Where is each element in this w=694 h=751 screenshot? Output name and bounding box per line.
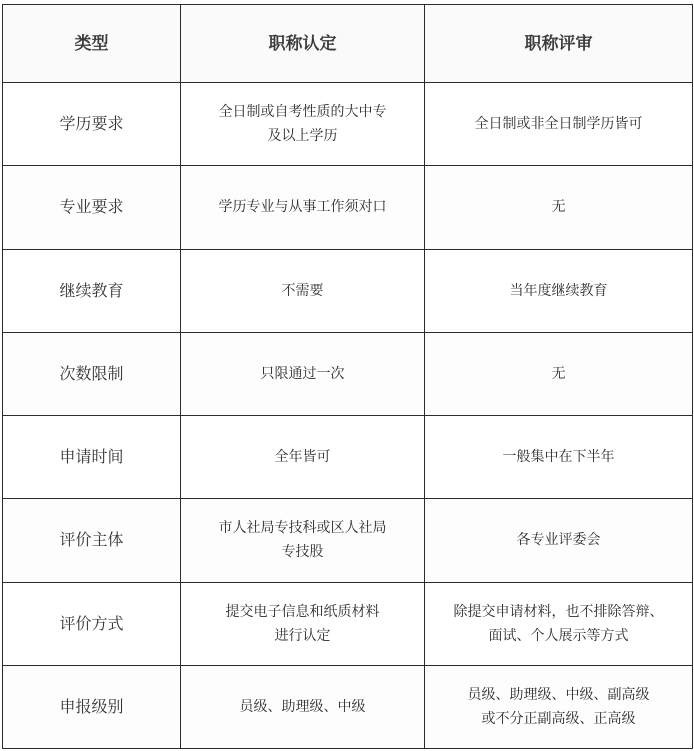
comparison-table-container (2, 4, 692, 749)
recognition-cell: 不需要 (181, 249, 425, 332)
row-label: 次数限制 (3, 332, 181, 415)
recognition-cell: 只限通过一次 (181, 332, 425, 415)
review-cell: 无 (425, 332, 693, 415)
review-cell: 各专业评委会 (425, 499, 693, 582)
recognition-cell: 提交电子信息和纸质材料 进行认定 (181, 582, 425, 665)
row-label: 继续教育 (3, 249, 181, 332)
review-cell: 员级、助理级、中级、副高级 或不分正副高级、正高级 (425, 665, 693, 748)
row-label: 评价主体 (3, 499, 181, 582)
recognition-cell: 学历专业与从事工作须对口 (181, 166, 425, 249)
recognition-cell: 全日制或自考性质的大中专 及以上学历 (181, 83, 425, 166)
header-title-recognition: 职称认定 (181, 5, 425, 83)
recognition-cell: 市人社局专技科或区人社局 专技股 (181, 499, 425, 582)
table-row (3, 332, 693, 415)
recognition-cell: 全年皆可 (181, 416, 425, 499)
table-row (3, 665, 693, 748)
row-label: 申报级别 (3, 665, 181, 748)
review-cell: 无 (425, 166, 693, 249)
review-cell: 全日制或非全日制学历皆可 (425, 83, 693, 166)
review-cell: 一般集中在下半年 (425, 416, 693, 499)
header-title-review: 职称评审 (425, 5, 693, 83)
table-row (3, 416, 693, 499)
review-cell: 当年度继续教育 (425, 249, 693, 332)
header-type: 类型 (3, 5, 181, 83)
table-row (3, 166, 693, 249)
table-row (3, 582, 693, 665)
recognition-cell: 员级、助理级、中级 (181, 665, 425, 748)
row-label: 学历要求 (3, 83, 181, 166)
table-row (3, 249, 693, 332)
table-row (3, 83, 693, 166)
table-row (3, 499, 693, 582)
row-label: 申请时间 (3, 416, 181, 499)
review-cell: 除提交申请材料，也不排除答辩、 面试、个人展示等方式 (425, 582, 693, 665)
row-label: 专业要求 (3, 166, 181, 249)
comparison-table (2, 4, 693, 749)
table-header-row (3, 5, 693, 83)
row-label: 评价方式 (3, 582, 181, 665)
